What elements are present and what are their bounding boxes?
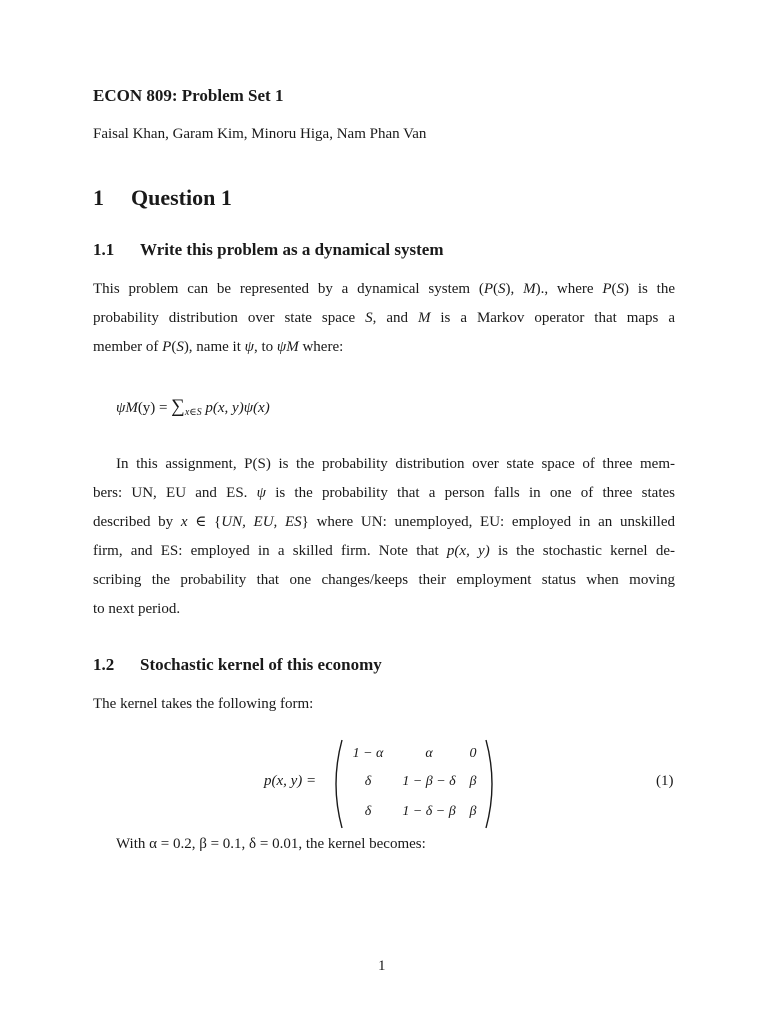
matrix-cell: 1 − α — [352, 746, 384, 761]
document-title: ECON 809: Problem Set 1 — [93, 86, 284, 105]
kernel-lhs: p(x, y) = — [264, 773, 317, 789]
matrix-cell: 1 − δ − β — [402, 804, 456, 819]
subsection-number-1: 1.1 — [93, 240, 115, 259]
matrix-cell: 0 — [469, 746, 477, 761]
equation-psi-m: $\psi M(y) = \sum_{x\in S}$ p(x, y)ψ(x) — [116, 396, 270, 418]
paragraph-kernel-intro: The kernel takes the following form: — [93, 696, 314, 712]
matrix-cell: β — [469, 804, 477, 819]
matrix-cell: δ — [364, 774, 372, 789]
kernel-matrix — [330, 738, 498, 830]
subsection-heading-2 — [93, 655, 382, 675]
section-title: Question 1 — [131, 185, 232, 210]
equation-number: (1) — [656, 773, 674, 789]
paragraph-dynamical-system: This problem can be represented by a dynamical system (P(S), M)., where P(S) is the probability distribution over state space S, and M is a Markov operator that maps a member of P(S), name it ψ, to ψM where: — [93, 281, 675, 355]
matrix-cell: δ — [364, 804, 372, 819]
matrix-cell: 1 − β − δ — [402, 774, 456, 789]
parameter-line: With α = 0.2, β = 0.1, δ = 0.01, the kernel becomes: — [116, 836, 426, 852]
section-heading — [93, 185, 232, 211]
subsection-title-2: Stochastic kernel of this economy — [140, 655, 382, 674]
author-list: Faisal Khan, Garam Kim, Minoru Higa, Nam Phan Van — [93, 126, 427, 142]
matrix-cell: β — [469, 774, 477, 789]
matrix-cell: α — [425, 746, 433, 761]
paragraph-assignment: In this assignment, P(S) is the probability distribution over state space of three mem- bers: UN, EU and ES. ψ is the probability that a person falls in one of three states described by x ∈ {UN, EU, ES} where UN: unemployed, EU: employed in an unskilled firm, and ES: employed in a skilled firm. Note that p(x, y) is the stochastic kernel de- scribing the probability that one changes/keeps their employment status when moving to next period. — [93, 456, 675, 617]
subsection-number-2: 1.2 — [93, 655, 115, 674]
section-number: 1 — [93, 185, 104, 210]
subsection-title-1: Write this problem as a dynamical system — [140, 240, 444, 259]
page-number: 1 — [378, 958, 386, 974]
subsection-heading-1 — [93, 240, 443, 260]
